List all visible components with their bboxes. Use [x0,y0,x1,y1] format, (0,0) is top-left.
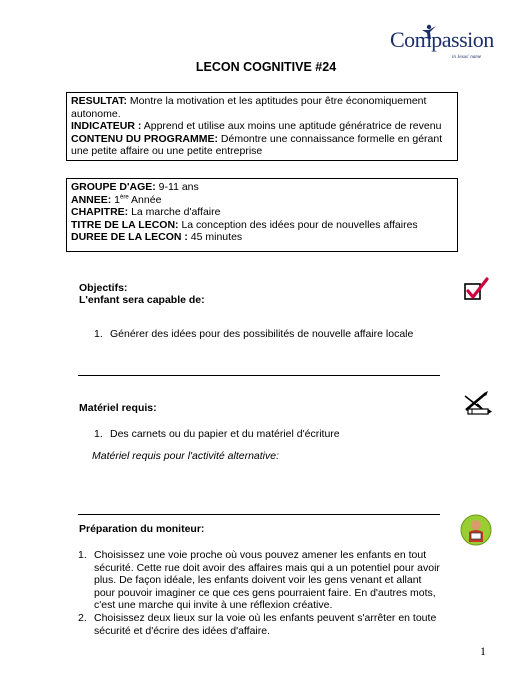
objectifs-heading: Objectifs: [79,282,128,294]
annee-value-post: Année [128,193,162,206]
list-item [78,612,440,637]
preparation-heading: Préparation du moniteur: [79,523,205,535]
objectifs-list [94,328,454,341]
item-number: 2. [78,611,87,624]
page-number: 1 [480,644,486,658]
contenu-text: Démontre une connaissance formelle en gérant une petite affaire ou une petite entreprise [71,132,443,158]
item-number: 1. [94,428,103,440]
item-text: Des carnets ou du papier et du matériel d'écriture [110,428,340,440]
item-number: 1. [78,549,87,561]
groupe-line [71,181,453,194]
section-divider [78,514,440,515]
indicateur-label: INDICATEUR : [71,120,142,133]
groupe-label: GROUPE D'AGE: [71,181,156,193]
list-item [94,428,454,441]
titre-line [71,219,453,232]
annee-value-pre: 1 [111,193,121,206]
teacher-avatar-icon [460,514,492,546]
outcome-box [66,92,458,161]
lesson-title: LECON COGNITIVE #24 [195,60,337,74]
pencil-tools-icon [463,390,493,418]
checkbox-check-icon [462,277,490,303]
titre-label: TITRE DE LA LECON: [71,218,179,231]
titre-value: La conception des idées pour de nouvelles affaires [178,218,418,231]
contenu-line [71,133,453,158]
objectifs-subheading: L'enfant sera capable de: [79,294,205,306]
logo-tagline: in Jesus' name [452,55,482,60]
indicateur-line [71,120,453,133]
item-text: Choisissez une voie proche où vous pouvez amener les enfants en tout sécurité. Cette rue doit avoir des affaires mais qui a un potentiel pour avoir plus. De façon idéale, les enfants doivent voir les gens venant et allant pour pouvoir imaginer ce que ces gens pourraient faire. En d'autres mots, c'est une marche qui invite à une réflexion créative. [94,549,440,612]
preparation-list [78,549,440,637]
materiel-alt-label: Matériel requis pour l'activité alternative: [92,450,280,462]
logo-brand: Compassion [390,27,494,52]
groupe-value: 9-11 ans [155,181,199,193]
duree-value: 45 minutes [187,231,243,244]
item-text: Choisissez deux lieux sur la voie où les enfants peuvent s'arrêter en toute sécurité et d'écrire des idées d'affaire. [94,611,437,637]
resultat-text: Montre la motivation et les aptitudes pour être économiquement autonome. [71,95,427,120]
materiel-heading: Matériel requis: [79,402,157,414]
resultat-label: RESULTAT: [71,95,127,107]
resultat-line [71,95,453,120]
materiel-list [94,428,454,441]
annee-sup: ère [120,194,129,201]
list-item [78,549,440,612]
section-divider [78,375,440,376]
item-text: Générer des idées pour des possibilités de nouvelle affaire locale [110,328,414,340]
annee-label: ANNEE: [71,193,112,206]
annee-line [71,194,453,207]
contenu-label: CONTENU DU PROGRAMME: [71,132,218,145]
indicateur-text: Apprend et utilise aux moins une aptitude génératrice de revenu [141,120,442,133]
duree-label: DUREE DE LA LECON : [71,231,188,244]
lesson-info-box [66,178,458,252]
list-item [94,328,454,341]
chapitre-value: La marche d'affaire [128,206,221,219]
duree-line [71,231,453,244]
item-number: 1. [94,328,103,340]
chapitre-label: CHAPITRE: [71,206,129,219]
chapitre-line [71,206,453,219]
